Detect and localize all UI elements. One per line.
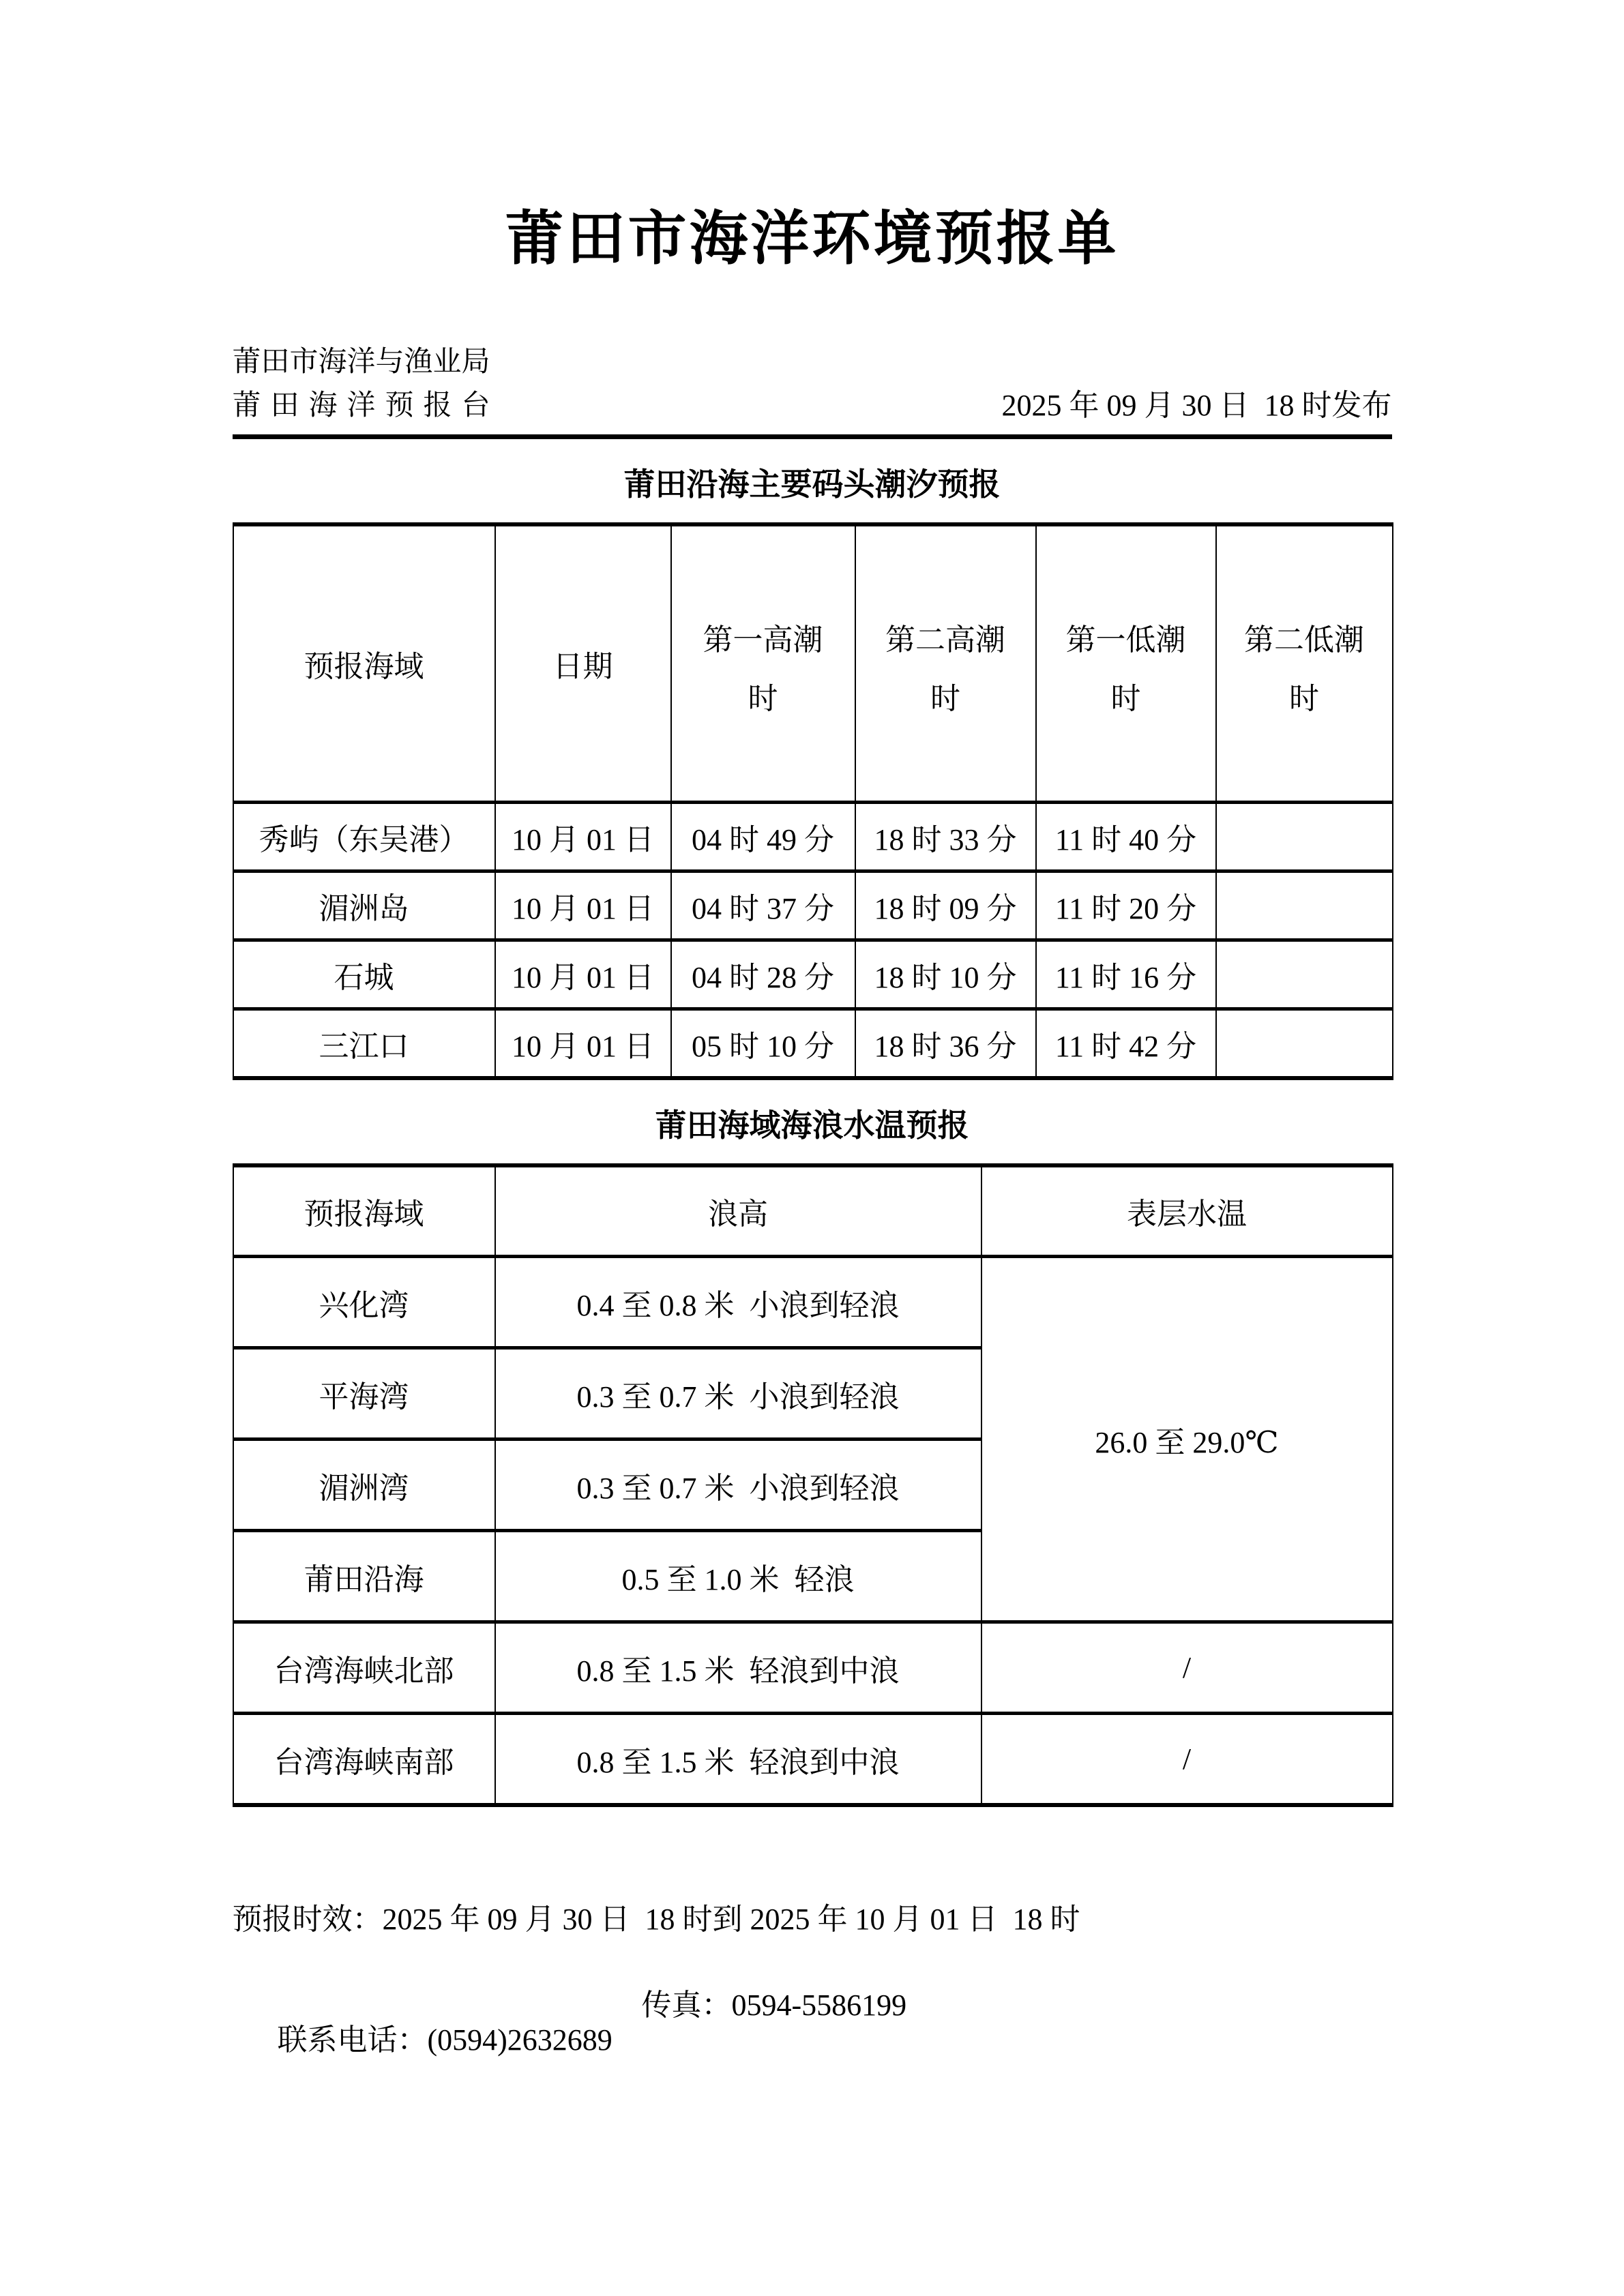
wave-height-cell: 0.3 至 0.7 米 小浪到轻浪 <box>495 1348 981 1440</box>
wave-area-cell: 平海湾 <box>233 1348 495 1440</box>
wave-table-row <box>233 1257 1393 1348</box>
release-datetime: 2025 年 09 月 30 日 18 时发布 <box>1001 389 1392 422</box>
tide-header-high2 <box>855 524 1036 803</box>
tide-high1-cell: 04 时 37 分 <box>671 871 855 940</box>
wave-area-cell: 台湾海峡北部 <box>233 1622 495 1714</box>
tide-header-low1-label: 第一低潮 <box>1065 623 1186 657</box>
wave-height-cell: 0.8 至 1.5 米 轻浪到中浪 <box>495 1622 981 1714</box>
wave-height-cell: 0.5 至 1.0 米 轻浪 <box>495 1531 981 1622</box>
tide-header-low2-unit: 时 <box>1289 682 1319 715</box>
tide-header-area: 预报海域 <box>233 524 495 803</box>
tide-table-header-row <box>233 524 1393 803</box>
issuer-bureau: 莆田市海洋与渔业局 <box>232 346 490 378</box>
tide-area-cell: 石城 <box>233 940 495 1009</box>
tide-table-row <box>233 871 1393 940</box>
tide-header-high2-label: 第二高潮 <box>885 623 1005 657</box>
surface-temp-cell: / <box>981 1714 1393 1806</box>
tide-area-cell: 秀屿（东吴港） <box>233 803 495 871</box>
wave-header-temp: 表层水温 <box>981 1165 1393 1257</box>
tide-forecast-table <box>233 522 1393 1080</box>
tide-header-date: 日期 <box>495 524 671 803</box>
tide-high2-cell: 18 时 10 分 <box>855 940 1036 1009</box>
tide-low1-cell: 11 时 20 分 <box>1036 871 1216 940</box>
wave-header-wave: 浪高 <box>495 1165 981 1257</box>
tide-low2-cell <box>1216 940 1393 1009</box>
wave-area-cell: 兴化湾 <box>233 1257 495 1348</box>
tide-header-high2-unit: 时 <box>930 682 960 715</box>
wave-height-cell: 0.8 至 1.5 米 轻浪到中浪 <box>495 1714 981 1806</box>
issuer-block <box>233 340 500 428</box>
phone-line: 联系电话：(0594)2632689 <box>277 2023 612 2057</box>
surface-temp-merged-cell: 26.0 至 29.0℃ <box>981 1257 1393 1622</box>
tide-header-low1-unit: 时 <box>1110 682 1141 715</box>
wave-temp-table <box>233 1163 1393 1807</box>
tide-low2-cell <box>1216 871 1393 940</box>
wave-section-title: 莆田海域海浪水温预报 <box>655 1108 969 1143</box>
tide-header-low2 <box>1216 524 1393 803</box>
wave-table-header-row <box>233 1165 1393 1257</box>
wave-area-cell: 湄洲湾 <box>233 1440 495 1531</box>
tide-date-cell: 10 月 01 日 <box>495 803 671 871</box>
wave-height-cell: 0.4 至 0.8 米 小浪到轻浪 <box>495 1257 981 1348</box>
tide-date-cell: 10 月 01 日 <box>495 940 671 1009</box>
surface-temp-cell: / <box>981 1622 1393 1714</box>
tide-area-cell: 三江口 <box>233 1009 495 1079</box>
tide-high2-cell: 18 时 33 分 <box>855 803 1036 871</box>
tide-date-cell: 10 月 01 日 <box>495 1009 671 1079</box>
validity-line: 预报时效：2025 年 09 月 30 日 18 时到 2025 年 10 月 01 日 18 时 <box>232 1903 1080 1936</box>
wave-area-cell: 莆田沿海 <box>233 1531 495 1622</box>
tide-high2-cell: 18 时 09 分 <box>855 871 1036 940</box>
tide-high1-cell: 04 时 28 分 <box>671 940 855 1009</box>
tide-table-row <box>233 940 1393 1009</box>
tide-high1-cell: 04 时 49 分 <box>671 803 855 871</box>
page-title: 莆田市海洋环境预报单 <box>505 206 1119 271</box>
tide-header-high1 <box>671 524 855 803</box>
wave-height-cell: 0.3 至 0.7 米 小浪到轻浪 <box>495 1440 981 1531</box>
tide-low1-cell: 11 时 40 分 <box>1036 803 1216 871</box>
tide-low1-cell: 11 时 42 分 <box>1036 1009 1216 1079</box>
letterhead <box>233 340 1392 439</box>
tide-header-high1-label: 第一高潮 <box>703 623 823 657</box>
tide-high2-cell: 18 时 36 分 <box>855 1009 1036 1079</box>
tide-header-high1-unit: 时 <box>748 682 778 715</box>
tide-low1-cell: 11 时 16 分 <box>1036 940 1216 1009</box>
issuer-station: 莆田海洋预报台 <box>232 390 500 421</box>
wave-table-row <box>233 1714 1393 1806</box>
forecast-document <box>233 0 1392 2128</box>
footer <box>233 1894 1392 2128</box>
contact-line <box>233 1980 1392 2128</box>
tide-low2-cell <box>1216 803 1393 871</box>
tide-header-low2-label: 第二低潮 <box>1244 623 1364 657</box>
tide-table-row <box>233 1009 1393 1079</box>
fax-line: 传真：0594-5586199 <box>641 1988 907 2022</box>
tide-low2-cell <box>1216 1009 1393 1079</box>
tide-table-row <box>233 803 1393 871</box>
wave-table-row <box>233 1622 1393 1714</box>
wave-area-cell: 台湾海峡南部 <box>233 1714 495 1806</box>
tide-date-cell: 10 月 01 日 <box>495 871 671 940</box>
tide-high1-cell: 05 时 10 分 <box>671 1009 855 1079</box>
wave-header-area: 预报海域 <box>233 1165 495 1257</box>
tide-section-title: 莆田沿海主要码头潮汐预报 <box>623 467 1001 502</box>
tide-header-low1 <box>1036 524 1216 803</box>
tide-area-cell: 湄洲岛 <box>233 871 495 940</box>
